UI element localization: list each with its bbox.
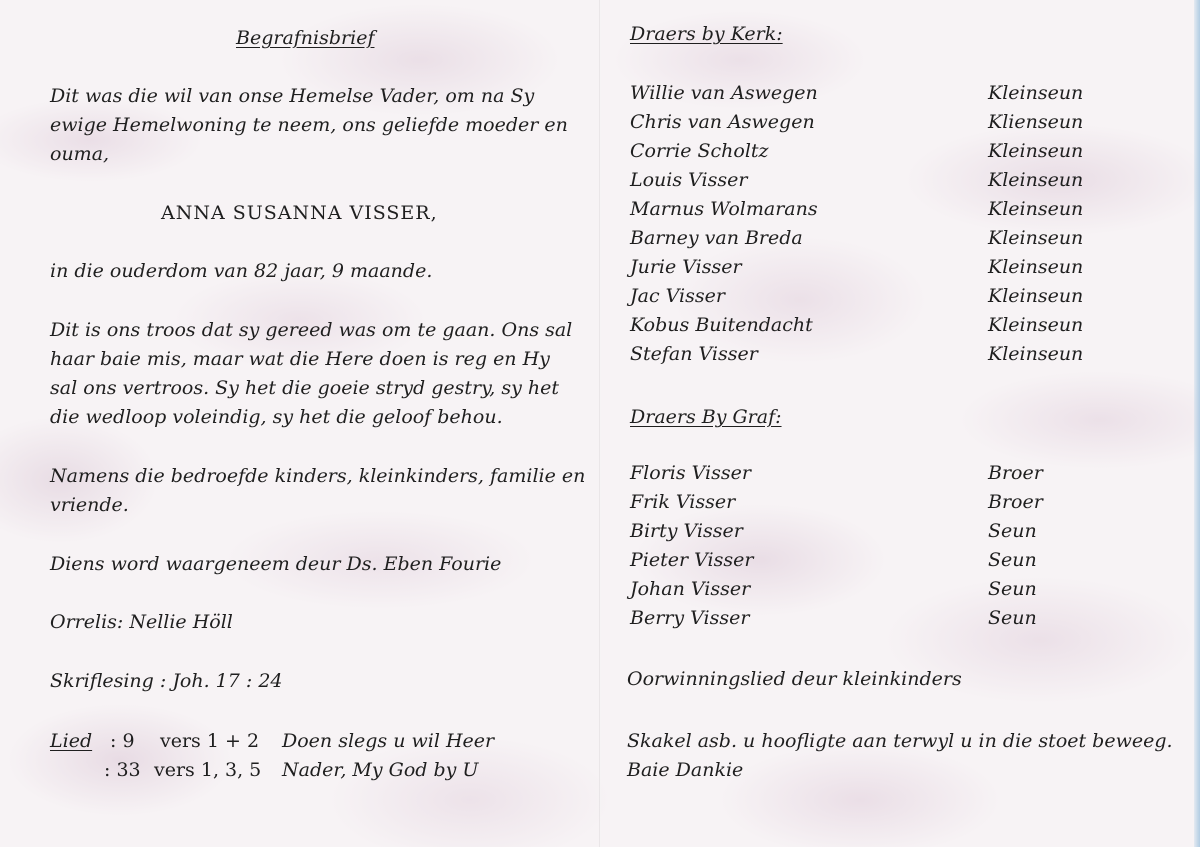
intro-line: Dit was die wil van onse Hemelse Vader, om na Sy	[50, 85, 535, 107]
bearer-name: Frik Visser	[630, 491, 736, 513]
bearer-relation: Kleinseun	[988, 169, 1084, 191]
church-bearers-heading: Draers by Kerk:	[630, 23, 783, 45]
bearer-relation: Kleinseun	[988, 256, 1084, 278]
bearer-relation: Kleinseun	[988, 82, 1084, 104]
comfort-line: die wedloop voleindig, sy het die geloof behou.	[50, 406, 503, 428]
bearer-relation: Kleinseun	[988, 227, 1084, 249]
bearer-relation: Kleinseun	[988, 343, 1084, 365]
reading-line: Skriflesing : Joh. 17 : 24	[50, 670, 283, 692]
bearer-name: Barney van Breda	[630, 227, 803, 249]
bearer-relation: Seun	[988, 520, 1037, 542]
comfort-line: haar baie mis, maar wat die Here doen is reg en Hy	[50, 348, 550, 370]
bearer-relation: Seun	[988, 607, 1037, 629]
bearer-name: Marnus Wolmarans	[630, 198, 818, 220]
bearer-name: Berry Visser	[630, 607, 750, 629]
bearer-relation: Kleinseun	[988, 198, 1084, 220]
hymn-verses: vers 1, 3, 5	[154, 759, 262, 781]
bearer-relation: Seun	[988, 549, 1037, 571]
comfort-line: sal ons vertroos. Sy het die goeie stryd gestry, sy het	[50, 377, 560, 399]
intro-line: ewige Hemelwoning te neem, ons geliefde moeder en	[50, 114, 568, 136]
bearer-name: Chris van Aswegen	[630, 111, 815, 133]
thanks-line: Baie Dankie	[627, 759, 744, 781]
bearer-relation: Kleinseun	[988, 314, 1084, 336]
bearer-relation: Kleinseun	[988, 140, 1084, 162]
bearer-name: Corrie Scholtz	[630, 140, 769, 162]
hymn-label: Lied	[50, 730, 93, 752]
hymn-number: : 33	[104, 759, 141, 781]
bearer-relation: Seun	[988, 578, 1037, 600]
bearer-name: Jurie Visser	[630, 256, 742, 278]
bearer-name: Johan Visser	[630, 578, 751, 600]
bearer-name: Jac Visser	[630, 285, 725, 307]
comfort-line: Dit is ons troos dat sy gereed was om te gaan. Ons sal	[50, 319, 573, 341]
age-line: in die ouderdom van 82 jaar, 9 maande.	[50, 260, 433, 282]
bearer-relation: Kleinseun	[988, 285, 1084, 307]
intro-line: ouma,	[50, 143, 110, 165]
bearer-name: Willie van Aswegen	[630, 82, 818, 104]
hymn-title: Nader, My God by U	[282, 759, 479, 781]
bearer-name: Pieter Visser	[630, 549, 754, 571]
bearer-name: Birty Visser	[630, 520, 743, 542]
bearer-name: Louis Visser	[630, 169, 748, 191]
hymn-number: : 9	[110, 730, 135, 752]
grave-bearers-heading: Draers By Graf:	[630, 406, 782, 428]
center-fold	[599, 0, 601, 847]
hymn-title: Doen slegs u wil Heer	[282, 730, 495, 752]
bearer-name: Kobus Buitendacht	[630, 314, 813, 336]
family-line: Namens die bedroefde kinders, kleinkinders, familie en	[50, 465, 586, 487]
bearer-name: Stefan Visser	[630, 343, 758, 365]
bearer-relation: Broer	[988, 491, 1043, 513]
paper-edge	[1194, 0, 1200, 847]
service-line: Diens word waargeneem deur Ds. Eben Fourie	[50, 553, 502, 575]
victory-song-line: Oorwinningslied deur kleinkinders	[627, 668, 962, 690]
family-line: vriende.	[50, 494, 129, 516]
bearer-name: Floris Visser	[630, 462, 751, 484]
headlights-notice: Skakel asb. u hoofligte aan terwyl u in die stoet beweeg.	[627, 730, 1173, 752]
bearer-relation: Klienseun	[988, 111, 1084, 133]
bearer-relation: Broer	[988, 462, 1043, 484]
organist-line: Orrelis: Nellie Höll	[50, 611, 233, 633]
deceased-name: ANNA SUSANNA VISSER,	[161, 202, 438, 224]
left-heading: Begrafnisbrief	[236, 27, 375, 49]
hymn-verses: vers 1 + 2	[160, 730, 260, 752]
